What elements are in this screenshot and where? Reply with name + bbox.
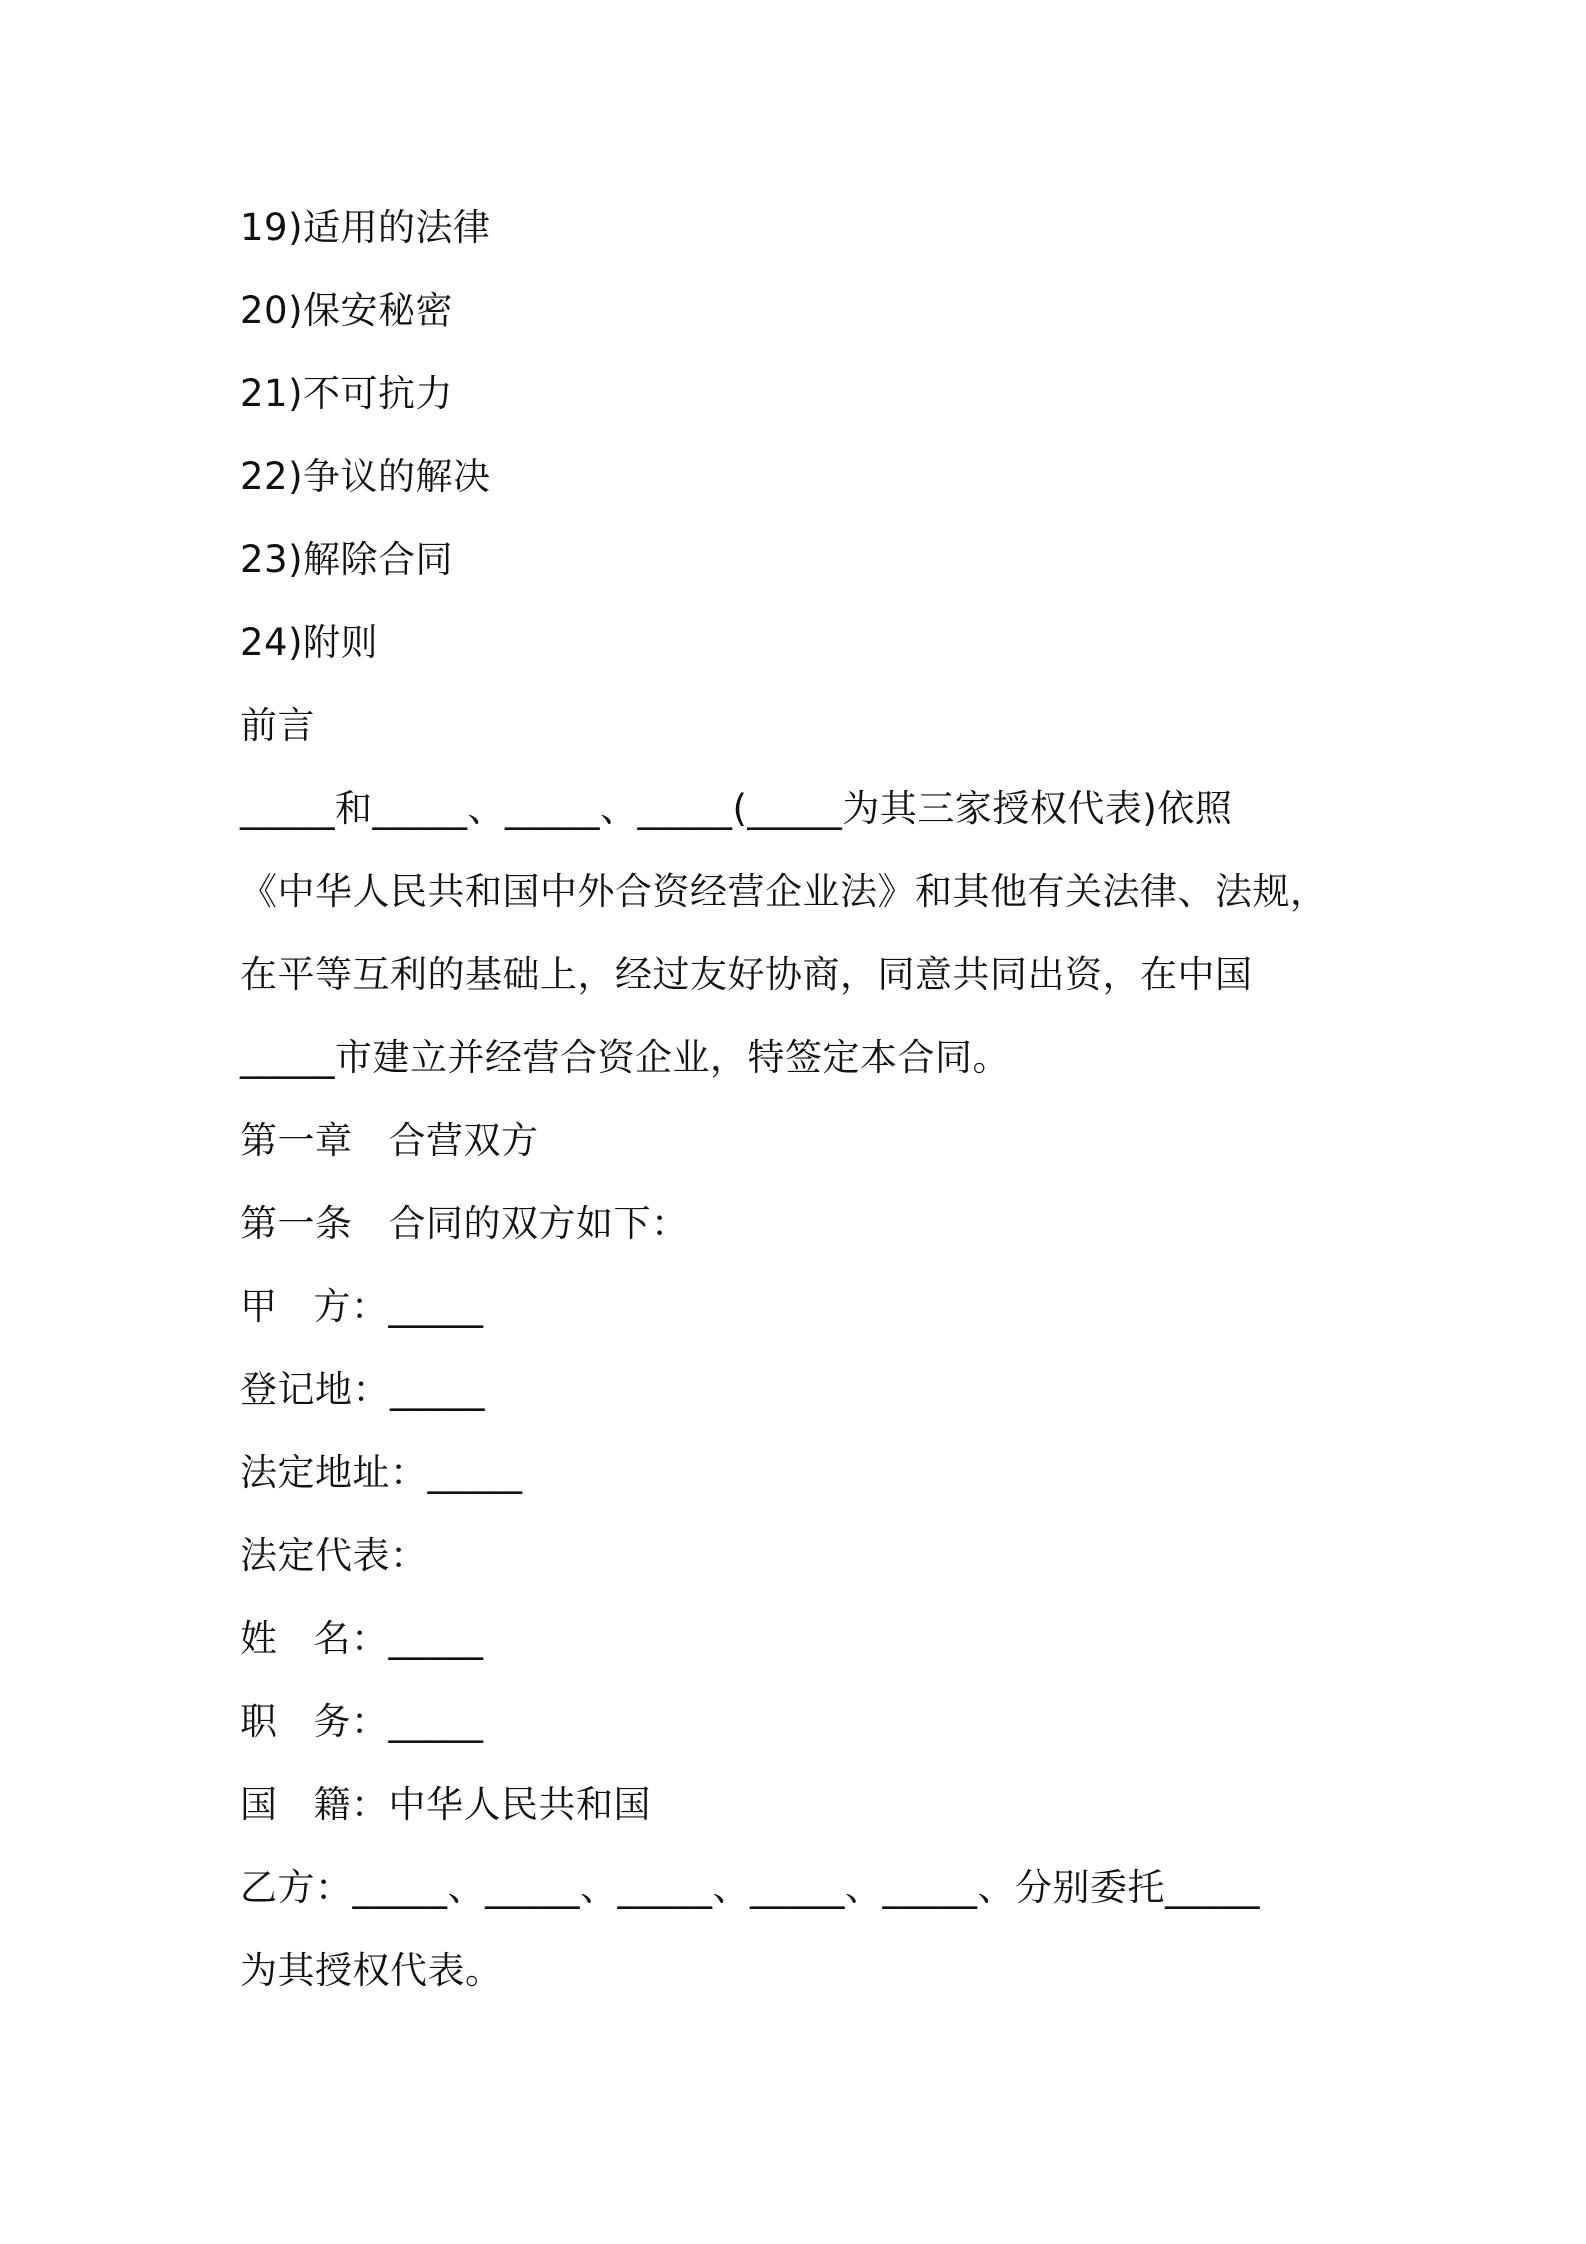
- toc-item-20: 20)保安秘密: [240, 289, 454, 332]
- rep-title-label-second: 务：: [313, 1700, 389, 1743]
- preface-line-4: _____市建立并经营合资企业，特签定本合同。: [240, 1036, 1010, 1079]
- preface-line-1: _____和_____、_____、_____(_____为其三家授权代表)依照: [240, 787, 1233, 830]
- rep-name-row: [240, 1613, 1360, 1665]
- nationality-label-first: 国: [240, 1783, 278, 1826]
- rep-name-blank: _____: [388, 1617, 484, 1660]
- address-label: 法定地址：: [240, 1451, 428, 1494]
- chapter-number: 第一章: [240, 1119, 353, 1162]
- nationality-value: 中华人民共和国: [388, 1783, 651, 1826]
- party-a-name-blank: _____: [388, 1285, 484, 1328]
- toc-item-22: 22)争议的解决: [240, 455, 491, 498]
- party-a-label-first: 甲: [240, 1285, 278, 1328]
- article-title: 合同的双方如下：: [388, 1202, 689, 1245]
- toc-item-23: 23)解除合同: [240, 538, 454, 581]
- party-a-rep-row: 法定代表：: [240, 1534, 428, 1577]
- party-a-registry-row: [240, 1364, 1360, 1416]
- article-number: 第一条: [240, 1202, 353, 1245]
- article-heading: [240, 1198, 1360, 1250]
- chapter-title: 合营双方: [388, 1119, 539, 1162]
- party-a-name-row: [240, 1281, 1360, 1333]
- address-blank: _____: [427, 1451, 523, 1494]
- preface-line-2: 《中华人民共和国中外合资经营企业法》和其他有关法律、法规，: [240, 870, 1328, 913]
- registry-label: 登记地：: [240, 1368, 390, 1411]
- toc-item-19: 19)适用的法律: [240, 206, 491, 249]
- party-a-label-second: 方：: [313, 1285, 389, 1328]
- registry-blank: _____: [390, 1368, 485, 1411]
- rep-name-label-second: 名：: [313, 1617, 389, 1660]
- party-b-line-1: 乙方：_____、_____、_____、_____、_____、分别委托_____: [240, 1866, 1260, 1909]
- chapter-heading: [240, 1115, 1360, 1167]
- toc-item-24: 24)附则: [240, 621, 379, 664]
- toc-item-21: 21)不可抗力: [240, 372, 454, 415]
- rep-title-row: [240, 1696, 1360, 1748]
- preface-heading: 前言: [240, 704, 315, 747]
- rep-title-label-first: 职: [240, 1700, 278, 1743]
- party-b-line-2: 为其授权代表。: [240, 1949, 503, 1992]
- rep-name-label-first: 姓: [240, 1617, 278, 1660]
- party-a-address-row: [240, 1447, 1360, 1499]
- nationality-row: [240, 1779, 1360, 1831]
- preface-line-3: 在平等互利的基础上，经过友好协商，同意共同出资，在中国: [240, 953, 1253, 996]
- rep-title-blank: _____: [388, 1700, 484, 1743]
- nationality-label-second: 籍：: [313, 1783, 389, 1826]
